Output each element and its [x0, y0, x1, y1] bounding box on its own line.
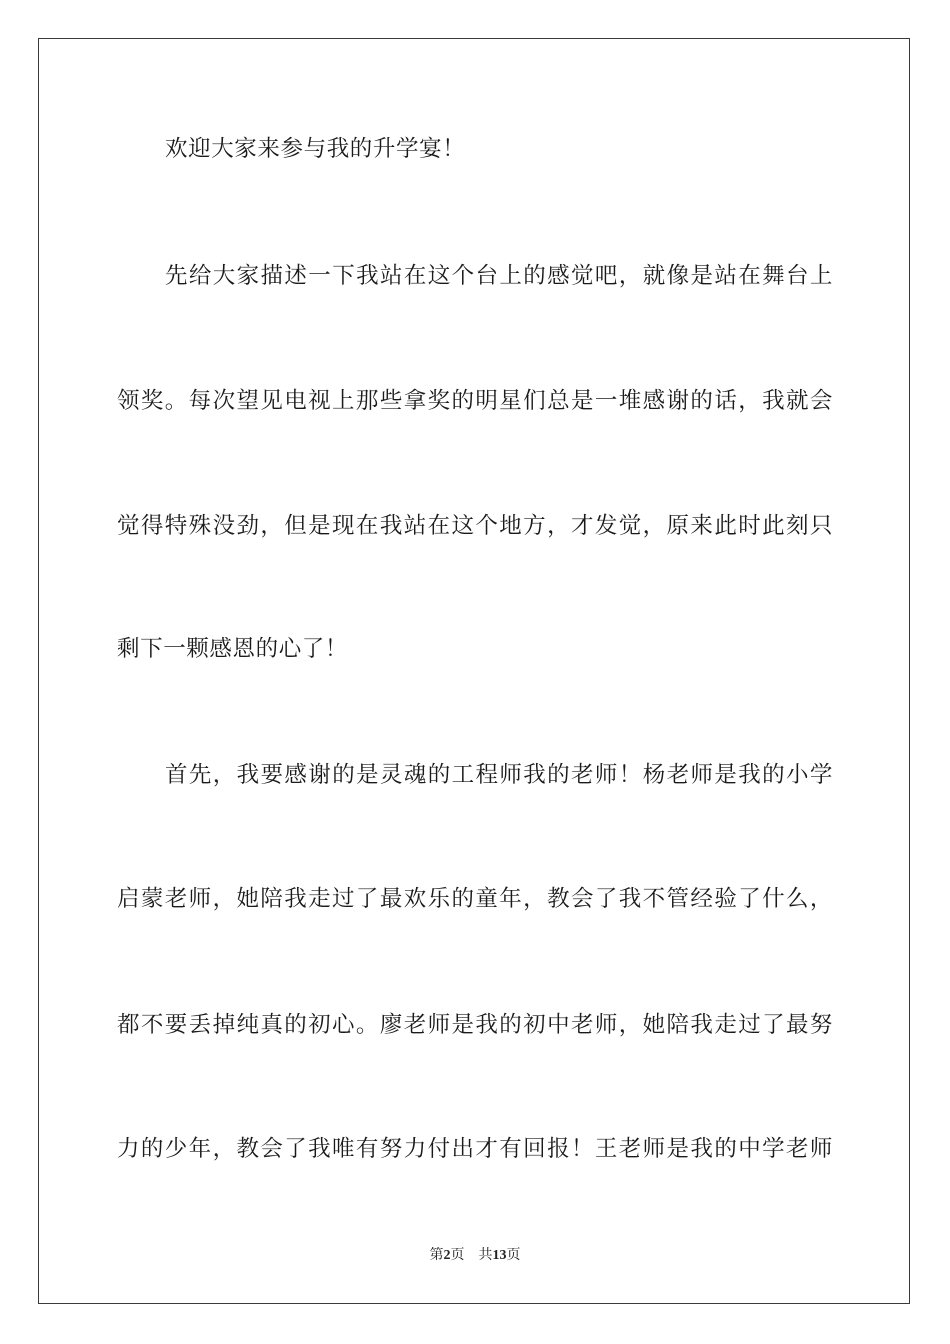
text-line-6: 首先，我要感谢的是灵魂的工程师我的老师！杨老师是我的小学	[165, 762, 833, 788]
total-suffix: 页	[506, 1248, 521, 1263]
text-line-5: 剩下一颗感恩的心了！	[117, 636, 349, 662]
page-border	[38, 38, 910, 1304]
text-line-4: 觉得特殊没劲，但是现在我站在这个地方，才发觉，原来此时此刻只	[117, 513, 833, 539]
total-prefix: 共	[478, 1248, 493, 1263]
text-line-2: 先给大家描述一下我站在这个台上的感觉吧，就像是站在舞台上	[165, 263, 833, 289]
page-footer	[0, 1246, 950, 1266]
page-suffix: 页	[450, 1248, 465, 1263]
text-line-8: 都不要丢掉纯真的初心。廖老师是我的初中老师，她陪我走过了最努	[117, 1012, 833, 1038]
text-line-3: 领奖。每次望见电视上那些拿奖的明星们总是一堆感谢的话，我就会	[117, 388, 833, 414]
total-pages: 13	[492, 1248, 507, 1263]
text-line-1: 欢迎大家来参与我的升学宴！	[165, 136, 466, 162]
page-prefix: 第	[429, 1248, 444, 1263]
page-number: 2	[443, 1248, 451, 1263]
text-line-7: 启蒙老师，她陪我走过了最欢乐的童年，教会了我不管经验了什么，	[117, 886, 833, 912]
text-line-9: 力的少年，教会了我唯有努力付出才有回报！王老师是我的中学老师	[117, 1136, 833, 1162]
